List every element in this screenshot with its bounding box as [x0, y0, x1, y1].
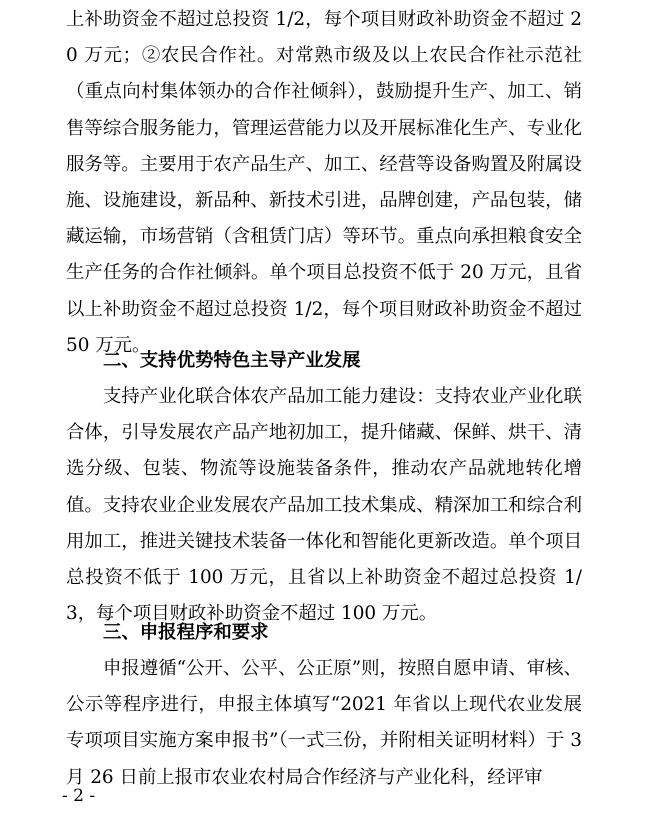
body-paragraph-cooperative-support: 上补助资金不超过总投资 1/2，每个项目财政补助资金不超过 20 万元；②农民合作社。对常熟市级及以上农民合作社示范社（重点向村集体领办的合作社倾斜），鼓励提升生产、加工、销售等综合服务能力，管理运营能力以及开展标准化生产、专业化服务等。主要用于农产品生产、加工、经营等设备购置及附属设施、设施建设，新品种、新技术引进，品牌创建，产品包装，储藏运输，市场营销（含租赁门店）等环节。重点向承担粮食安全生产任务的合作社倾斜。单个项目总投资不低于 20 万元，且省以上补助资金不超过总投资 1/2，每个项目财政补助资金不超过 50 万元。: [66, 9, 582, 356]
section-heading-industry-development: 二、支持优势特色主导产业发展: [103, 350, 361, 371]
body-paragraph-application-requirements: 申报遵循“公开、公平、公正原”则，按照自愿申请、审核、公示等程序进行，申报主体填写“2021 年省以上现代农业发展专项项目实施方案申报书”（一式三份，并附相关证明材料）于 3 月 26 日前上报市农业农村局合作经济与产业化科，经评审: [66, 658, 582, 788]
body-paragraph-processing-capacity: 支持产业化联合体农产品加工能力建设：支持农业产业化联合体，引导发展农产品产地初加工，提升储藏、保鲜、烘干、清选分级、包装、物流等设施装备条件，推动农产品就地转化增值。支持农业企业发展农产品加工技术集成、精深加工和综合利用加工，推进关键技术装备一体化和智能化更新改造。单个项目总投资不低于 100 万元，且省以上补助资金不超过总投资 1/3，每个项目财政补助资金不超过 100 万元。: [66, 386, 582, 625]
section-heading-application-procedure: 三、申报程序和要求: [103, 622, 269, 643]
page-number: - 2 -: [62, 786, 96, 806]
